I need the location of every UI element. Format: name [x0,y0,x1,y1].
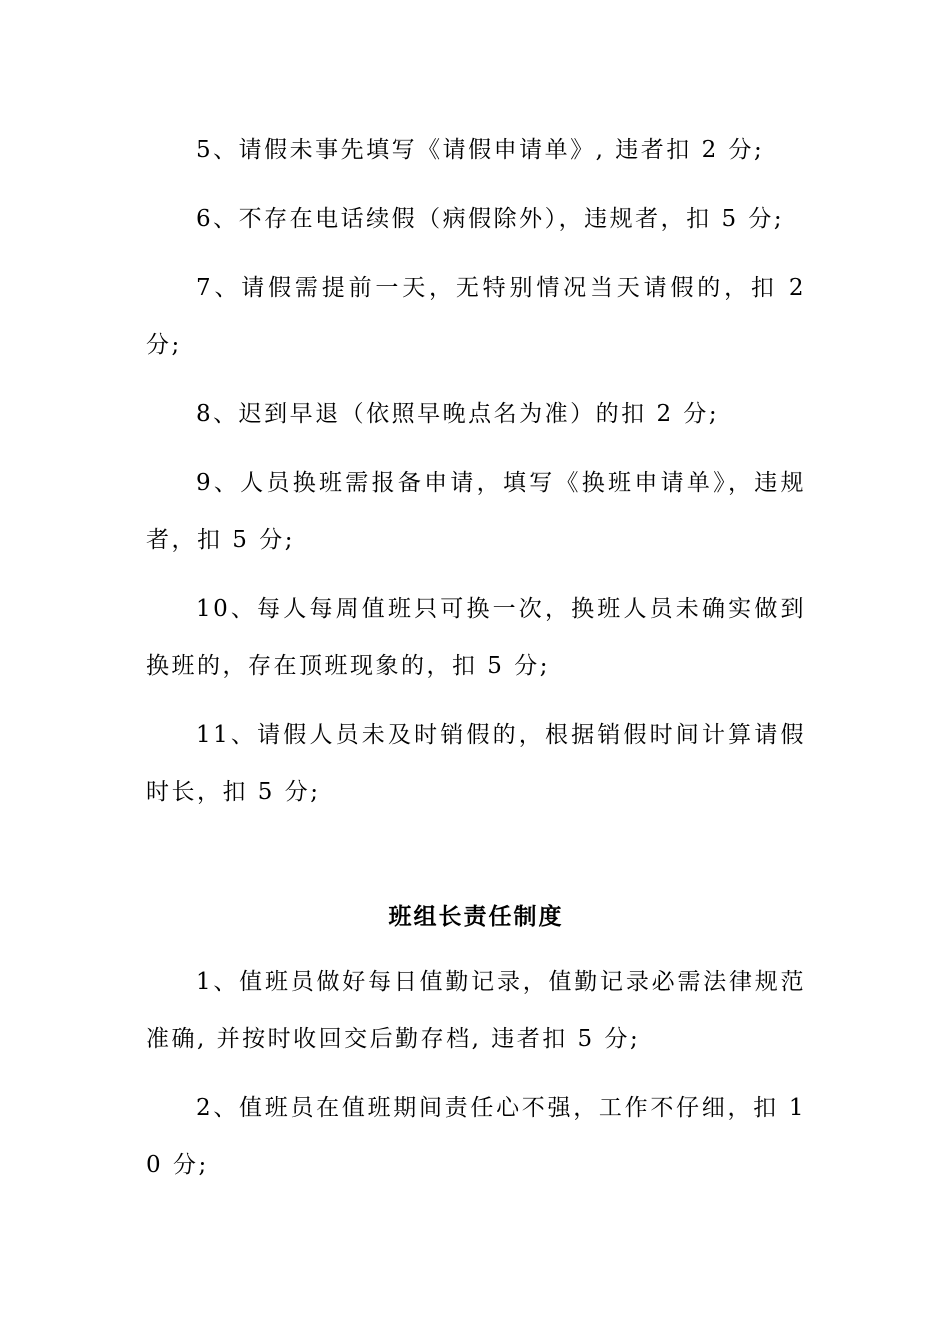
section-title: 班组长责任制度 [388,904,564,930]
document-page [146,122,806,1206]
leader-rule-item-2: 2、值班员在值班期间责任心不强，工作不仔细，扣 10 分; [146,1095,806,1178]
rule-item-10: 10、每人每周值班只可换一次，换班人员未确实做到换班的，存在顶班现象的，扣 5 分; [146,596,806,679]
rule-item-5: 5、请假未事先填写《请假申请单》, 违者扣 2 分; [196,137,765,163]
rule-item-11: 11、请假人员未及时销假的，根据销假时间计算请假时长，扣 5 分; [146,722,806,805]
leader-rule-item-1: 1、值班员做好每日值勤记录，值勤记录必需法律规范准确, 并按时收回交后勤存档, 违者扣 5 分; [146,969,806,1052]
rule-item-8: 8、迟到早退（依照早晚点名为准）的扣 2 分; [196,401,720,427]
rule-item-6: 6、不存在电话续假（病假除外），违规者，扣 5 分; [196,206,785,232]
rule-item-9: 9、人员换班需报备申请，填写《换班申请单》，违规者，扣 5 分; [146,470,806,553]
rule-item-7: 7、请假需提前一天，无特别情况当天请假的，扣 2 分; [146,275,806,358]
